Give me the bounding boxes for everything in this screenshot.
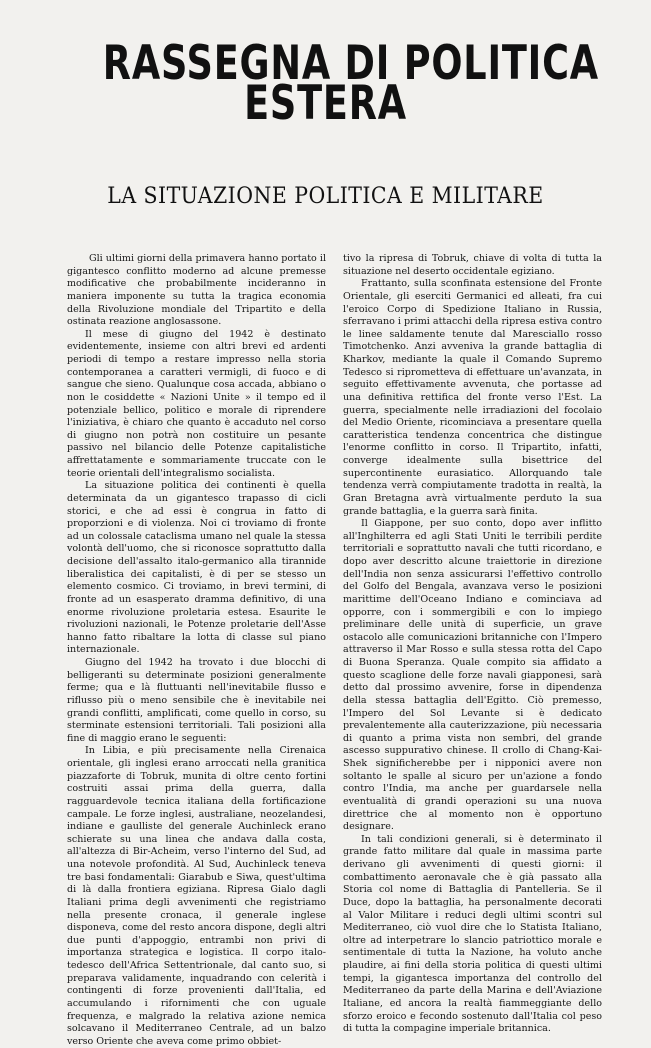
paragraph: Il Giappone, per suo conto, dopo aver inflitto all'Inghilterra ed agli Stati Uniti le terribili perdite territoriali e soprattutto navali che tutti ricordano, e dopo aver descritto alcune traiettorie in direzione dell'India non senza assicurarsi l'effettivo controllo del Golfo del Bengala, avanzava verso le posizioni marittime dell'Oceano Indiano e cominciava ad opporre, con i sommergibili e con lo impiego preliminare delle unità di superficie, un grave ostacolo alle comunicazioni britanniche con l'Impero attraverso il Mar Rosso e sulla stessa rotta del Capo di Buona Speranza. Quale compito sia affidato a questo scaglione delle forze navali giapponesi, sarà detto dal prossimo avvenire, forse in dipendenza della stessa battaglia dell'Egitto. Ciò premesso, l'Impero del Sol Levante si è dedicato prevalentemente alla cauterizzazione, più necessaria di quanto a prima vista non sembri, del grande ascesso suppurativo chinese. Il crollo di Chang-Kai-Shek significherebbe per i nipponici avere non soltanto le spalle al sicuro per un'azione a fondo contro l'India, ma anche per guardarsele nella eventualità di grandi operazioni su una nuova direttrice che al momento non è opportuno designare. <box>343 518 602 833</box>
right-column <box>343 253 602 1036</box>
masthead-line-2: ESTERA <box>244 76 407 131</box>
paragraph: La situazione politica dei continenti è quella determinata da un gigantesco trapasso di cicli storici, e che ad essi è congrua in fatto di proporzioni e di violenza. Noi ci troviamo di fronte ad un colossale cataclisma umano nel quale la stessa volontà dell'uomo, che si riconosce soprattutto dalla decisione dell'assalto italo-germanico alla tirannide liberalistica dei capitalisti, è di per se stesso un elemento cosmico. Ci troviamo, in brevi termini, di fronte ad un esasperato dramma definitivo, di una enorme rivoluzione proletaria estesa. Esaurite le rivoluzioni nazionali, le Potenze proletarie dell'Asse hanno fatto ribaltare la lotta di classe sul piano internazionale. <box>67 480 326 656</box>
paragraph: Gli ultimi giorni della primavera hanno portato il gigantesco conflitto moderno ad alcune premesse modificative che probabilmente incideranno in maniera imponente su tutta la tragica economia della Rivoluzione mondiale del Tripartito e della ostinata reazione anglosassone. <box>67 253 326 328</box>
paragraph: In Libia, e più precisamente nella Cirenaica orientale, gli inglesi erano arroccati nella granitica piazzaforte di Tobruk, munita di oltre cento fortini costruiti assai prima della guerra, dalla ragguardevole tecnica italiana della fortificazione campale. Le forze inglesi, australiane, neozelandesi, indiane e gaulliste del generale Auchinleck erano schierate su una linea che andava dalla costa, all'altezza di Bir-Acheim, verso l'interno del Sud, ad una notevole profondità. Al Sud, Auchinleck teneva tre basi fondamentali: Giarabub e Siwa, quest'ultima di là dalla frontiera egiziana. Ripresa Gialo dagli Italiani prima degli avvenimenti che registriamo nella presente cronaca, il generale inglese disponeva, come del resto ancora dispone, degli altri due punti d'appoggio, entrambi non privi di importanza strategica e logistica. Il corpo italo-tedesco dell'Africa Settentrionale, dal canto suo, si preparava validamente, inquadrando con celerità i contingenti di forze provenienti dall'Italia, ed accumulando i rifornimenti che con uguale frequenza, e malgrado la relativa azione nemica solcavano il Mediterraneo Centrale, ad un balzo verso Oriente che aveva come primo obbiet- <box>67 745 326 1047</box>
paragraph: Il mese di giugno del 1942 è destinato evidentemente, insieme con altri brevi ed ardenti periodi di tempo a restare impresso nella storia contemporanea a caratteri vermigli, di fuoco e di sangue che sieno. Qualunque cosa accada, abbiano o non le cosiddette « Nazioni Unite » il tempo ed il potenziale bellico, politico e morale di riprendere l'iniziativa, è chiaro che quanto è accaduto nel corso di giugno non potrà non costituire un pesante passivo nel bilancio delle Potenze capitalistiche affrettatamente e sommariamente truccate con le teorie orientali dell'integralismo socialista. <box>67 328 326 479</box>
masthead-line-1: RASSEGNA DI POLITICA <box>102 36 599 91</box>
left-column <box>67 253 326 1048</box>
article-title: LA SITUAZIONE POLITICA E MILITARE <box>107 184 544 209</box>
paragraph: In tali condizioni generali, si è determinato il grande fatto militare dal quale in massima parte derivano gli avvenimenti di questi giorni: il combattimento aeronavale che è già passato alla Storia col nome di Battaglia di Pantelleria. Se il Duce, dopo la battaglia, ha personalmente decorati al Valor Militare i reduci degli ultimi scontri sul Mediterraneo, ciò vuol dire che lo Statista Italiano, oltre ad interpetrare lo slancio patriottico morale e sentimentale di tutta la Nazione, ha voluto anche plaudire, ai fini della storia politica di questi ultimi tempi, la gigantesca importanza del controllo del Mediterraneo da parte della Marina e dell'Aviazione Italiane, ed ancora la realtà fiammeggiante dello sforzo eroico e fecondo sostenuto dall'Italia col peso di tutta la compagine imperiale britannica. <box>343 833 602 1035</box>
masthead <box>102 36 599 131</box>
paragraph: Giugno del 1942 ha trovato i due blocchi di belligeranti su determinate posizioni generalmente ferme; qua e là fluttuanti nell'inevitabile flusso e riflusso più o meno sensibile che è inevitabile nei grandi conflitti, amplificati, come quello in corso, su sterminate estensioni territoriali. Tali posizioni alla fine di maggio erano le seguenti: <box>67 657 326 744</box>
paragraph: tivo la ripresa di Tobruk, chiave di volta di tutta la situazione nel deserto occidentale egiziano. <box>343 253 602 277</box>
paragraph: Frattanto, sulla sconfinata estensione del Fronte Orientale, gli eserciti Germanici ed alleati, fra cui l'eroico Corpo di Spedizione Italiano in Russia, sferravano i primi attacchi della ripresa estiva contro le linee saldamente tenute dal Maresciallo rosso Timotchenko. Anzi avveniva la grande battaglia di Kharkov, mediante la quale il Comando Supremo Tedesco si riprometteva di effettuare un'avanzata, in seguito effettivamente avvenuta, che portasse ad una definitiva rettifica del fronte verso l'Est. La guerra, specialmente nelle irradiazioni del focolaio del Medio Oriente, ricominciava a presentare quella caratteristica tendenza concentrica che distingue l'enorme conflitto in corso. Il Tripartito, infatti, converge idealmente sulla bisettrice del supercontinente eurasiatico. Allorquando tale tendenza verrà compiutamente tradotta in realtà, la Gran Bretagna avrà virtualmente perduto la sua grande battaglia, e la guerra sarà finita. <box>343 278 602 517</box>
